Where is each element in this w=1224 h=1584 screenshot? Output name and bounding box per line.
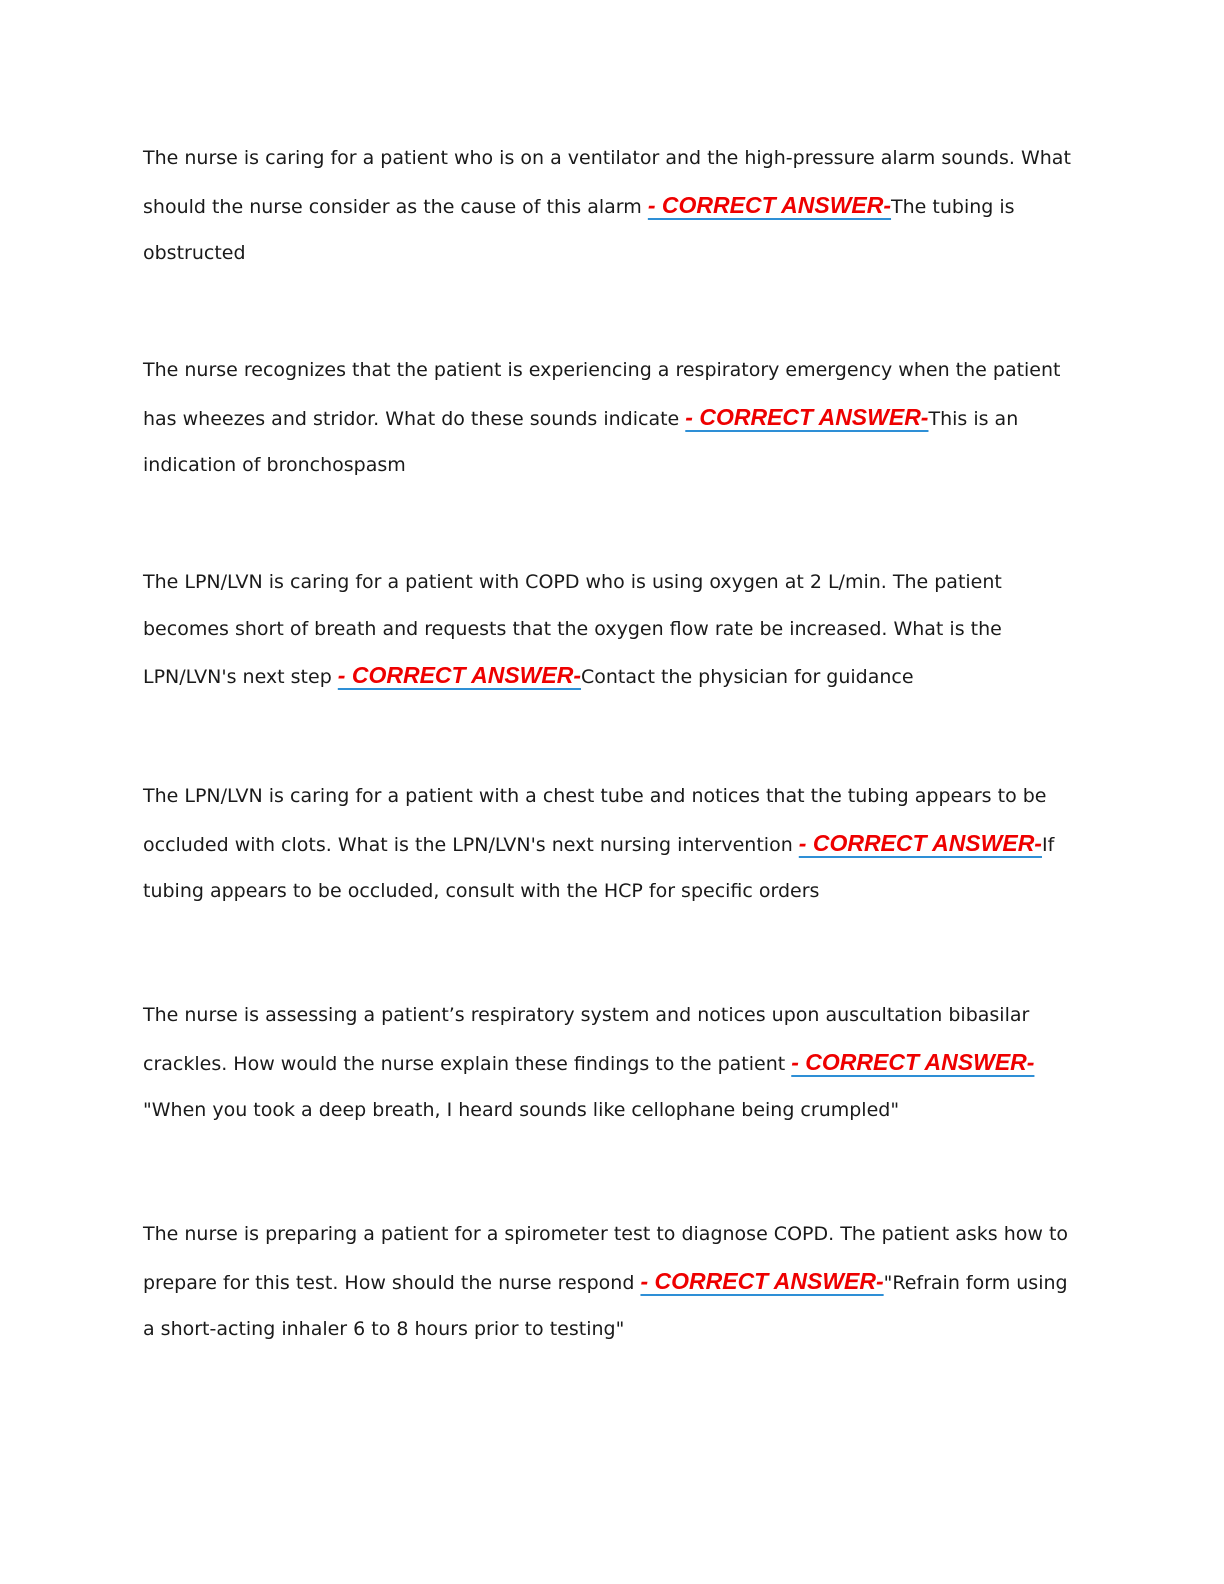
question-text: The LPN/LVN is caring for a patient with COPD who is using oxygen at 2 L/min. The patient becomes short of breath and requests that the oxygen flow rate be increased. What is the LPN/LVN's next step	[143, 571, 1002, 688]
answer-text: This is an indication of bronchospasm	[143, 407, 1019, 476]
qa-item	[143, 773, 1078, 915]
question-text: The nurse is caring for a patient who is on a ventilator and the high-pressure alarm sounds. What should the nurse consider as the cause of this alarm	[143, 147, 1071, 218]
qa-item	[143, 559, 1078, 701]
question-text: The nurse is preparing a patient for a spirometer test to diagnose COPD. The patient asks how to prepare for this test. How should the nurse respond	[143, 1223, 1069, 1294]
question-text: The LPN/LVN is caring for a patient with a chest tube and notices that the tubing appears to be occluded with clots. What is the LPN/LVN's next nursing intervention	[143, 785, 1047, 856]
correct-answer-label: - CORRECT ANSWER-	[791, 1048, 1035, 1075]
answer-text: If tubing appears to be occluded, consult with the HCP for specific orders	[143, 833, 1055, 902]
answer-text: Contact the physician for guidance	[580, 666, 914, 688]
answer-text: "When you took a deep breath, I heard sounds like cellophane being crumpled"	[143, 1099, 900, 1121]
correct-answer-label: - CORRECT ANSWER-	[685, 403, 929, 430]
answer-text: The tubing is obstructed	[143, 195, 1015, 264]
correct-answer-label: - CORRECT ANSWER-	[337, 662, 581, 688]
correct-answer-label: - CORRECT ANSWER-	[640, 1267, 884, 1294]
correct-answer-label: - CORRECT ANSWER-	[798, 829, 1042, 856]
qa-item	[143, 135, 1078, 277]
question-text: The nurse recognizes that the patient is experiencing a respiratory emergency when the patient has wheezes and stridor. What do these sounds indicate	[143, 359, 1061, 430]
qa-item	[143, 1211, 1078, 1353]
qa-item	[143, 992, 1078, 1134]
answer-text: "Refrain form using a short-acting inhaler 6 to 8 hours prior to testing"	[143, 1271, 1068, 1340]
qa-item	[143, 347, 1078, 489]
correct-answer-label: - CORRECT ANSWER-	[647, 191, 892, 218]
question-text: The nurse is assessing a patient’s respiratory system and notices upon auscultation bibasilar crackles. How would the nurse explain these findings to the patient	[143, 1004, 1030, 1075]
